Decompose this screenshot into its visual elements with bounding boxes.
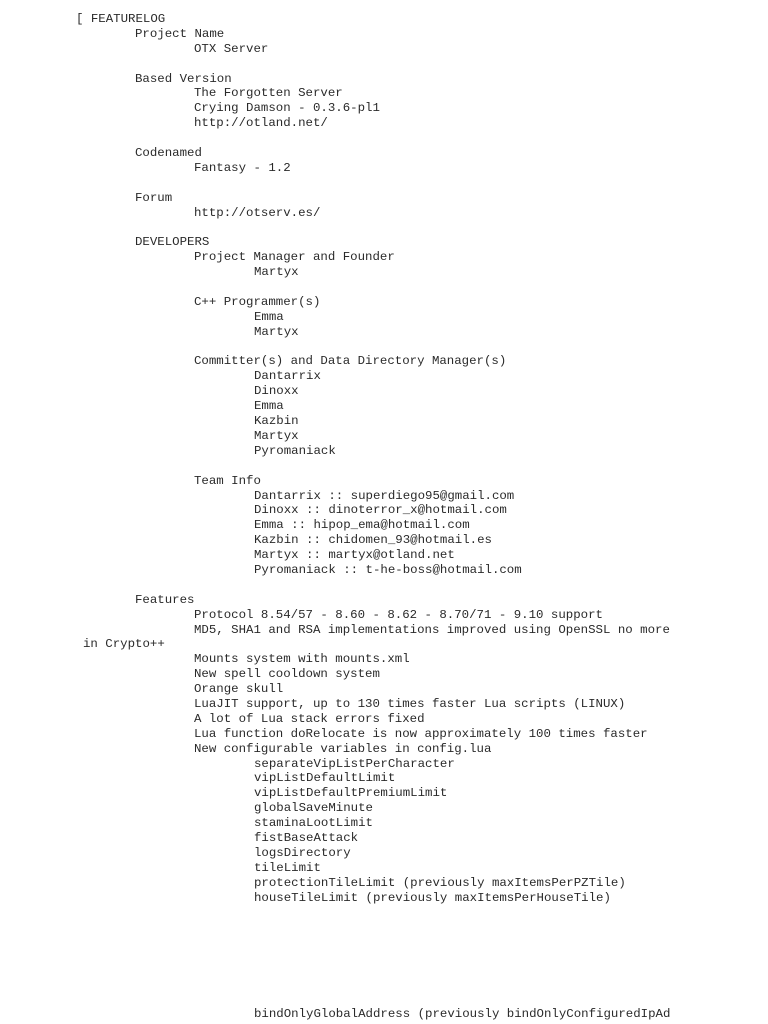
committer-name: Martyx [254, 428, 299, 443]
team-info-entry: Kazbin :: chidomen_93@hotmail.es [254, 533, 492, 548]
committer-name: Kazbin [254, 414, 299, 429]
forum-label: Forum [135, 190, 173, 205]
config-variable-footer: bindOnlyGlobalAddress (previously bindOnlyConfiguredIpAd [254, 1007, 671, 1021]
featurelog-document [0, 12, 768, 905]
config-variable: fistBaseAttack [254, 830, 359, 845]
team-info-entry: Martyx :: martyx@otland.net [254, 548, 455, 563]
codenamed-value: Fantasy - 1.2 [194, 160, 291, 175]
spacer [0, 220, 768, 235]
based-version-line: The Forgotten Server [194, 86, 343, 101]
project-name-value: OTX Server [194, 41, 269, 56]
feature-item: LuaJIT support, up to 130 times faster Lua scripts (LINUX) [194, 696, 626, 711]
programmer-name: Emma [254, 309, 284, 324]
spacer [0, 280, 768, 295]
feature-item: New configurable variables in config.lua [194, 741, 492, 756]
feature-item: New spell cooldown system [194, 667, 380, 682]
team-info-label: Team Info [194, 473, 261, 488]
team-info-entry: Dantarrix :: superdiego95@gmail.com [254, 488, 515, 503]
developers-label: DEVELOPERS [135, 235, 210, 250]
programmers-label: C++ Programmer(s) [194, 294, 321, 309]
feature-item: Lua function doRelocate is now approximately 100 times faster [194, 726, 648, 741]
config-variable: logsDirectory [254, 845, 351, 860]
project-name-label: Project Name [135, 26, 225, 41]
config-variable: protectionTileLimit (previously maxItemsPerPZTile) [254, 875, 626, 890]
manager-name: Martyx [254, 265, 299, 280]
features-label: Features [135, 592, 195, 607]
feature-item: MD5, SHA1 and RSA implementations improved using OpenSSL no more [194, 622, 670, 637]
team-info-entry: Emma :: hipop_ema@hotmail.com [254, 518, 470, 533]
spacer [0, 57, 768, 72]
committers-label: Committer(s) and Data Directory Manager(s) [194, 354, 507, 369]
based-version-line: Crying Damson - 0.3.6-pl1 [194, 101, 380, 116]
feature-item: Orange skull [194, 682, 284, 697]
feature-item: Mounts system with mounts.xml [194, 652, 410, 667]
config-variable: tileLimit [254, 860, 321, 875]
spacer [0, 176, 768, 191]
committer-name: Emma [254, 399, 284, 414]
config-variable: vipListDefaultLimit [254, 771, 396, 786]
config-variable: vipListDefaultPremiumLimit [254, 786, 448, 801]
team-info-entry: Dinoxx :: dinoterror_x@hotmail.com [254, 503, 507, 518]
feature-item-wrap: in Crypto++ [83, 637, 165, 652]
feature-item: A lot of Lua stack errors fixed [194, 711, 425, 726]
config-variable: staminaLootLimit [254, 816, 373, 831]
featurelog-header: [ FEATURELOG [76, 12, 166, 26]
config-variable: houseTileLimit (previously maxItemsPerHouseTile) [254, 890, 611, 905]
based-version-url: http://otland.net/ [194, 116, 328, 131]
spacer [0, 578, 768, 593]
based-version-label: Based Version [135, 71, 232, 86]
manager-label: Project Manager and Founder [194, 250, 395, 265]
committer-name: Dinoxx [254, 384, 299, 399]
spacer [0, 340, 768, 355]
codenamed-label: Codenamed [135, 146, 202, 161]
feature-item: Protocol 8.54/57 - 8.60 - 8.62 - 8.70/71 - 9.10 support [194, 607, 603, 622]
config-variable: separateVipListPerCharacter [254, 756, 455, 771]
spacer [0, 131, 768, 146]
spacer [0, 459, 768, 474]
forum-url: http://otserv.es/ [194, 205, 321, 220]
config-variable: globalSaveMinute [254, 801, 373, 816]
committer-name: Dantarrix [254, 369, 321, 384]
committer-name: Pyromaniack [254, 443, 336, 458]
programmer-name: Martyx [254, 324, 299, 339]
team-info-entry: Pyromaniack :: t-he-boss@hotmail.com [254, 562, 522, 577]
